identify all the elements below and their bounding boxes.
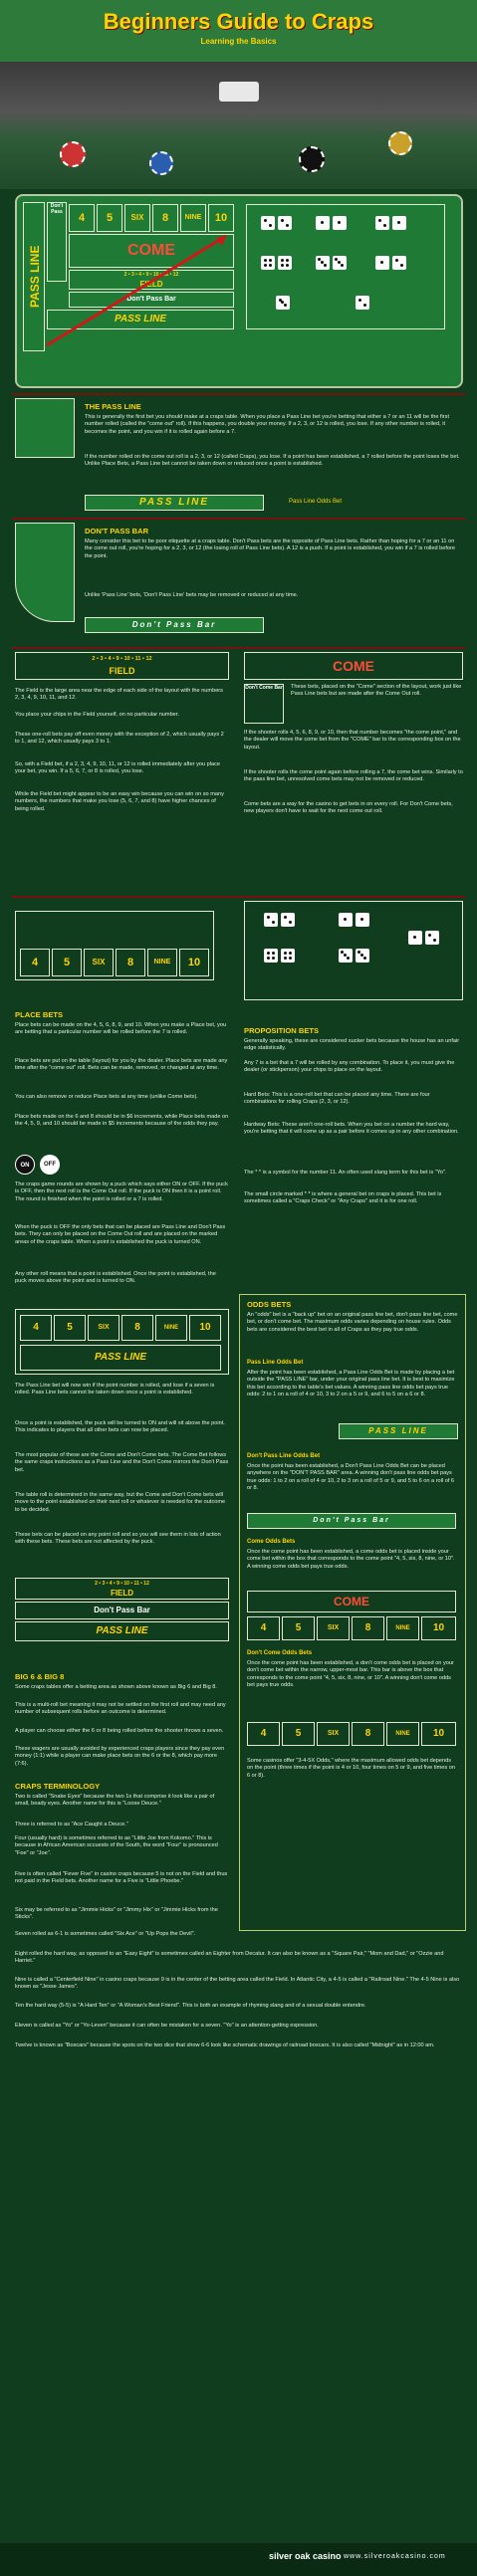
place-box-5: 5 xyxy=(97,204,122,232)
place-bets-layout xyxy=(0,901,477,1000)
place-box-4: 4 xyxy=(247,1616,280,1640)
term-item: Five is often called "Fever Five" in casino craps because 5 is not on the Field and thus not paid in the Field bets. Another name for a Five is "Little Phoebe." xyxy=(15,1871,228,1885)
craps-table-layout xyxy=(15,194,463,388)
terminology-section xyxy=(0,1782,477,2538)
field-box xyxy=(15,652,229,680)
big68-p1: Some craps tables offer a betting area as shown above known as Big 6 and Big 8. xyxy=(15,1684,217,1690)
die-icon xyxy=(264,913,278,927)
page-title: Beginners Guide to Craps xyxy=(103,9,374,34)
prop-p5: The * * is a symbol for the number 11. An often used slang term for this bet is "Yo". xyxy=(244,1170,447,1176)
puck-on-icon: ON xyxy=(15,1155,35,1175)
place-box-4: 4 xyxy=(69,204,95,232)
die-icon xyxy=(392,256,406,270)
dont-pass-p2: Unlike 'Pass Line' bets, 'Don't Pass Line' bets may be removed or reduced at any time. xyxy=(85,592,299,598)
dont-pass-bar: Don't Pass Bar xyxy=(15,1602,229,1619)
prop-p2: Any 7 is a bet that a 7 will be rolled by any combination. To place it, you must give the dealer (or stickperson) your chips to place on the layout. xyxy=(244,1060,455,1074)
come-p2: If the shooter rolls 4, 5, 6, 8, 9, or 10, then that number becomes "the come point," and the dealer will move the come bet from the "COME" bar to the corresponding box on the layout. xyxy=(244,730,461,751)
pass-line-corner xyxy=(15,398,75,458)
place-bets-title: PLACE BETS xyxy=(15,1010,64,1019)
place-box-10: 10 xyxy=(421,1722,456,1746)
prop-p1: Generally speaking, these are considered sucker bets because the house has an unfair edge statistically. xyxy=(244,1038,460,1052)
pass-line-bar: PASS LINE xyxy=(20,1345,221,1371)
place-box-8: 8 xyxy=(121,1315,153,1341)
pl-odds-title: Pass Line Odds Bet xyxy=(247,1360,304,1366)
terminology-title: CRAPS TERMINOLOGY xyxy=(15,1782,101,1791)
divider xyxy=(12,518,465,520)
craps-table-photo xyxy=(0,62,477,189)
place2-p5: These bets can be placed on any point roll and so you will see them in lots of action with these bets. These bets are not affected by the puck. xyxy=(15,1532,221,1546)
place-box-4: 4 xyxy=(20,949,50,976)
die-icon xyxy=(316,216,330,230)
place-box-6: SIX xyxy=(317,1722,350,1746)
die-icon xyxy=(408,931,422,945)
place-box-9: NINE xyxy=(180,204,206,232)
dp-odds-title: Don't Pass Line Odds Bet xyxy=(247,1453,321,1459)
die-icon xyxy=(356,913,369,927)
dont-pass-vertical: Don't Pass xyxy=(47,202,67,282)
place-box-8: 8 xyxy=(352,1722,384,1746)
pl-odds-text: After the point has been established, a Pass Line Odds Bet is made by placing a bet outside the "PASS LINE" bar, under your original pass line bet. It is best to maximize this bet according to the table's bet values. A winning pass line odds bet pays true odds: 2 to 1 on a roll of 4 or 10, 3 to 2 on a 5 or 9, and 6 to 5 on a 6 or 8. xyxy=(247,1370,455,1398)
term-item: Eight rolled the hard way, as opposed to an "Easy Eight" is sometimes called an Eighter from Decatur. It can also be known as a "Square Pair," "Mom and Dad," or "Ozzie and Harriet." xyxy=(15,1951,444,1965)
field-come-section xyxy=(0,652,477,891)
dcome-odds-text: Once the come point has been established, a don't come odds bet is placed on your don't come bet within the narrow, upper-most bar. This bar is above the box that corresponds to the come point "4, 5, six, 8, nine, or 10". A winning don't come odds bet pays true odds. xyxy=(247,1660,454,1689)
field-numbers: 2 • 3 • 4 • 9 • 10 • 11 • 12 xyxy=(123,272,179,278)
place-box-4: 4 xyxy=(20,1315,52,1341)
die-icon xyxy=(316,256,330,270)
field-numbers: 2 • 3 • 4 • 9 • 10 • 11 • 12 xyxy=(92,656,152,662)
dont-pass-title: DON'T PASS BAR xyxy=(85,527,149,536)
place-box-6: SIX xyxy=(317,1616,350,1640)
die-icon xyxy=(278,256,292,270)
place-box-5: 5 xyxy=(282,1722,315,1746)
big68-title: BIG 6 & BIG 8 xyxy=(15,1672,65,1681)
pass-line-p1: This is generally the first bet you should make at a craps table. When you place a Pass Line bet you're betting that either a 7 or an 11 will be the first number rolled (called the "come out" roll). If this happens, you double your money. If a 2, 3, or 12 is rolled, you lose. If any other number is rolled, it becomes the point, and you win if it is rolled again before a 7. xyxy=(85,414,450,435)
place-box-10: 10 xyxy=(208,204,234,232)
place-box-8: 8 xyxy=(352,1616,384,1640)
field-p5: While the Field bet might appear to be an easy win because you can win on so many numbers, the numbers that make you lose (5, 6, 7, and 8) have higher chances of being rolled. xyxy=(15,791,224,812)
dont-come-box: Don't Come Bar xyxy=(244,684,284,724)
die-icon xyxy=(333,256,347,270)
header-banner xyxy=(0,0,477,62)
come-box-2: COME xyxy=(247,1591,456,1612)
place-box-6: SIX xyxy=(84,949,114,976)
footer-brand: silver oak casino xyxy=(269,2551,342,2561)
field-label: FIELD xyxy=(109,666,135,676)
place-box-6: SIX xyxy=(124,204,150,232)
die-icon xyxy=(392,216,406,230)
come-p1: These bets, placed on the "Come" section of the layout, work just like Pass Line bets but are made after the Come Out roll. xyxy=(291,684,462,698)
pass-line-vertical: PASS LINE xyxy=(23,202,45,351)
pass-line-bar: PASS LINE xyxy=(339,1423,458,1439)
field-label: FIELD xyxy=(139,280,163,289)
footer-url[interactable]: www.silveroakcasino.com xyxy=(344,2553,446,2560)
term-item: Two is called "Snake Eyes" because the two 1s that comprise it look like a pair of small, beady eyes. Another name for this is "Loose Deuce." xyxy=(15,1794,215,1808)
die-icon xyxy=(276,296,290,310)
place-box-10: 10 xyxy=(189,1315,221,1341)
come-p3: If the shooter rolls the come point again before rolling a 7, the come bet wins. Similarly to the pass line bet, unresolved come bets may not be removed or reduced. xyxy=(244,769,463,783)
place-p3: You can also remove or reduce Place bets at any time (unlike Come bets). xyxy=(15,1094,198,1100)
pass-line-section xyxy=(0,398,477,513)
dont-pass-section xyxy=(0,523,477,642)
proposition-section xyxy=(0,1010,477,1289)
place-box-10: 10 xyxy=(179,949,209,976)
place-box-8: 8 xyxy=(116,949,145,976)
divider xyxy=(12,647,465,649)
pass-line-bottom: PASS LINE xyxy=(47,310,234,329)
term-item: Eleven is called as "Yo" or "Yo-Leven" because it can often be mistaken for a seven. "Yo" is an attention-getting expression. xyxy=(15,2023,319,2029)
die-icon xyxy=(339,913,353,927)
die-icon xyxy=(356,949,369,963)
place-p1: Place bets can be made on the 4, 5, 6, 8, 9, and 10. When you make a Place bet, you are betting that a particular number will be rolled before the 7 is rolled. xyxy=(15,1022,227,1036)
big68-p3: A player can choose either the 6 or 8 being rolled before the shooter throws a seven. xyxy=(15,1728,224,1734)
prop-p6: The small circle marked * * is where a general bet on craps is placed. This bet is sometimes called a "Craps Check" or "Any Craps" and it is for one roll. xyxy=(244,1191,442,1205)
die-icon xyxy=(278,216,292,230)
die-icon xyxy=(356,296,369,310)
die-icon xyxy=(281,913,295,927)
prop-p4: Hardway Bets: These aren't one-roll bets. When you bet on a number the hard way, you're betting that it will come up as a pair before it comes up in any other combination. xyxy=(244,1122,459,1136)
pass-line-bar: PASS LINE xyxy=(85,495,264,511)
prop-p3: Hard Bets: This is a one-roll bet that can be placed any time. There are four combinations for rolling Craps (2, 3, or 12). xyxy=(244,1092,430,1106)
footer xyxy=(0,2543,477,2576)
pass-line-title: THE PASS LINE xyxy=(85,402,141,411)
odds-p1: An "odds" bet is a "back up" bet on an original pass line bet, don't pass line bet, come bet, or don't come bet. The maximum odds varies depending on house rules. Odds bets are considered the best bet in all of Craps as they pay true odds. xyxy=(247,1312,458,1333)
pass-line-bar: PASS LINE xyxy=(15,1621,229,1641)
chip-icon xyxy=(388,131,412,155)
dont-pass-corner xyxy=(15,523,75,622)
chip-icon xyxy=(299,146,325,172)
die-icon xyxy=(261,216,275,230)
big68-p4: These wagers are usually avoided by experienced craps players since they pay even money (1:1) while a player can make place bets on the 6 or the 8, which pay more (7:6). xyxy=(15,1746,225,1767)
term-item: Four (usually hard) is sometimes referred to as "Little Joe from Kokomo." This is because in African American sccuests of the South, the word "Four" is pronounced "Foe" or "Joe". xyxy=(15,1835,218,1856)
die-icon xyxy=(425,931,439,945)
dcome-odds-title: Don't Come Odds Bets xyxy=(247,1650,313,1656)
pass-line-p2: If the number rolled on the come out roll is a 2, 3, or 12 (called Craps), you lose. If a point has been established, a 7 rolled before the point loses the bet. Unlike Place Bets, a Pass Line bet cannot be taken down or reduced once a point is established. xyxy=(85,454,460,468)
place2-p2: Once a point is established, the puck will be turned to ON and will sit above the point. This indicates to players that all other bets can now be placed. xyxy=(15,1420,225,1434)
place-box-5: 5 xyxy=(52,949,82,976)
die-icon xyxy=(375,256,389,270)
place-p4: Place bets made on the 6 and 8 should be in $6 increments, while Place bets made on the 4, 5, 9, and 10 should be made in $5 increments because of the odds they pay. xyxy=(15,1114,229,1128)
field-p4: So, with a Field bet, if a 2, 3, 4, 9, 10, 11, or 12 is rolled immediately after you place your bet, you win. If a 5, 6, 7, or 8 is rolled, you lose. xyxy=(15,761,221,775)
puck-off-icon: OFF xyxy=(40,1155,60,1175)
come-odds-title: Come Odds Bets xyxy=(247,1539,296,1545)
die-icon xyxy=(339,949,353,963)
big68-p2: This is a multi-roll bet meaning it may not be settled on the first roll and may need any number of subsequent rolls before an outcome is determined. xyxy=(15,1702,226,1716)
place-box-9: NINE xyxy=(147,949,177,976)
place2-p3: The most popular of these are the Come and Don't Come bets. The Come Bet follows the same craps instructions as a Pass Line and the Don't Come mirrors the Don't Pass bet. xyxy=(15,1452,229,1473)
die-icon xyxy=(261,256,275,270)
page-subtitle: Learning the Basics xyxy=(200,37,277,46)
place2-p1: The Pass Line bet will now win if the point number is rolled, and lose if a seven is rolled. Pass Line bets cannot be taken down once a point is established. xyxy=(15,1383,215,1396)
arrow-stick-icon xyxy=(37,226,236,355)
dont-pass-bar: Don't Pass Bar xyxy=(85,617,264,633)
term-item: Nine is called a "Centerfield Nine" in casino craps because 9 is in the center of the betting area called the Field. In Atlantic City, a 4-5 is called a "Railroad Nine." The 4-5 Nine is also known as "Jesse James". xyxy=(15,1977,460,1991)
field-p2: You place your chips in the Field yourself, on no particular number. xyxy=(15,712,179,718)
dont-pass-p1: Many consider this bet to be poor etiquette at a craps table. Don't Pass bets are the opposite of Pass Line bets. Rather than hoping for a 7 or an 11 on the come out roll, you're hoping for a 2, 3, or 12 (the losing roll of Pass Line bets). A 12 is a push. If a point is established, you win if a 7 is rolled before the point. xyxy=(85,538,456,559)
dice-icon xyxy=(219,82,259,102)
chip-icon xyxy=(60,141,86,167)
dont-pass-bar: Don't Pass Bar xyxy=(69,292,234,308)
place-box-5: 5 xyxy=(282,1616,315,1640)
dp-odds-text: Once the point has been established, a Don't Pass Line Odds Bet can be placed anywhere on the "DON'T PASS BAR" area. A winning don't pass line odds bet pays true odds: 1 to 2 on a roll of 4 or 10, 2 to 3 on a roll of 5 or 9, and 5 to 6 on a roll of 6 or 8. xyxy=(247,1463,455,1492)
field-p1: The Field is the large area near the edge of each side of the layout with the numbers 2, 3, 4, 9, 10, 11, and 12. xyxy=(15,688,223,702)
place2-p4: The table roll is determined in the same way, but the Come and Don't Come bets will move to the point established on their next roll or whatever is needed for the outcome to be decided. xyxy=(15,1492,226,1513)
place-box-9: NINE xyxy=(386,1616,419,1640)
odds-note: Some casinos offer "3-4-5X Odds," where the maximum allowed odds bet depends on the point (three times if the point is 4 or 10, four times on 5 or 9, and five times on 6 or 8). xyxy=(247,1758,455,1779)
field-p3: These one-roll bets pay off even money with the exception of 2, which usually pays 2 to 1, and 12, which usually pays 3 to 1. xyxy=(15,732,224,746)
place-p6: When the puck is OFF the only bets that can be placed are Pass Line and Don't Pass bets. They can only be placed on the Come Out roll and are placed on the marked areas of the craps table. When a point is established the puck is turned ON. xyxy=(15,1224,226,1245)
place-p2: Place bets are put on the table (layout) for you by the dealer. Place bets are made any time after the "come out" roll. Bets can be made, removed, or changed at any time. xyxy=(15,1058,228,1072)
big68-section xyxy=(0,1672,477,1772)
divider xyxy=(12,896,465,898)
place-box-8: 8 xyxy=(152,204,178,232)
term-item: Six may be referred to as "Jimmie Hicks" or "Jimmy Hix" or "Jimmie Hicks from the Sticks". xyxy=(15,1907,218,1921)
place-box-9: NINE xyxy=(155,1315,187,1341)
place-p7: Any other roll means that a point is established. Once the point is established, the puck moves above the point and is turned to ON. xyxy=(15,1271,216,1285)
die-icon xyxy=(264,949,278,963)
place-box-5: 5 xyxy=(54,1315,86,1341)
field-label: FIELD xyxy=(110,1589,134,1598)
chip-icon xyxy=(149,151,173,175)
pass-line-odds-label: Pass Line Odds Bet xyxy=(289,499,343,505)
term-item: Three is referred to as "Ace Caught a Deuce." xyxy=(15,1822,128,1827)
field-numbers: 2 • 3 • 4 • 9 • 10 • 11 • 12 xyxy=(95,1581,149,1587)
odds-title: ODDS BETS xyxy=(247,1300,292,1309)
die-icon xyxy=(333,216,347,230)
term-item: Seven rolled as 6-1 is sometimes called "Six Ace" or "Up Pops the Devil". xyxy=(15,1931,196,1937)
divider xyxy=(12,393,465,395)
die-icon xyxy=(281,949,295,963)
term-item: Ten the hard way (5-5) is "A Hard Ten" or "A Woman's Best Friend". This is both an example of rhyming slang and of a sexual double entendre. xyxy=(15,2003,366,2009)
come-box: COME xyxy=(244,652,463,680)
place-box-4: 4 xyxy=(247,1722,280,1746)
place-box-10: 10 xyxy=(421,1616,456,1640)
place-box-6: SIX xyxy=(88,1315,119,1341)
prop-title: PROPOSITION BETS xyxy=(244,1026,320,1035)
die-icon xyxy=(375,216,389,230)
come-odds-text: Once the come point has been established, a come odds bet is placed inside your come bet within the box that corresponds to the come point "4, 5, six, 8, nine, or 10". A winning come odds bet pays true odds. xyxy=(247,1549,455,1570)
come-area: COME xyxy=(69,234,234,268)
come-p4: Come bets are a way for the casino to get bets in on every roll. For Don't Come bets, new players don't have to wait for the next come out roll. xyxy=(244,801,453,815)
place-p5: The craps game rounds are shown by a puck which says either ON or OFF. If the puck is OFF, then the next roll is the Come Out roll. If the puck is ON then it is a point roll. The round is finished when the point is rolled or a 7 is rolled. xyxy=(15,1181,228,1202)
dont-pass-bar: Don't Pass Bar xyxy=(247,1513,456,1529)
place-box-9: NINE xyxy=(386,1722,419,1746)
term-item: Twelve is known as "Boxcars" because the spots on the two dice that show 6-6 look like schematic drawings of railroad boxcars. It is also called "Midnight" as in 12:00 am. xyxy=(15,2042,435,2048)
